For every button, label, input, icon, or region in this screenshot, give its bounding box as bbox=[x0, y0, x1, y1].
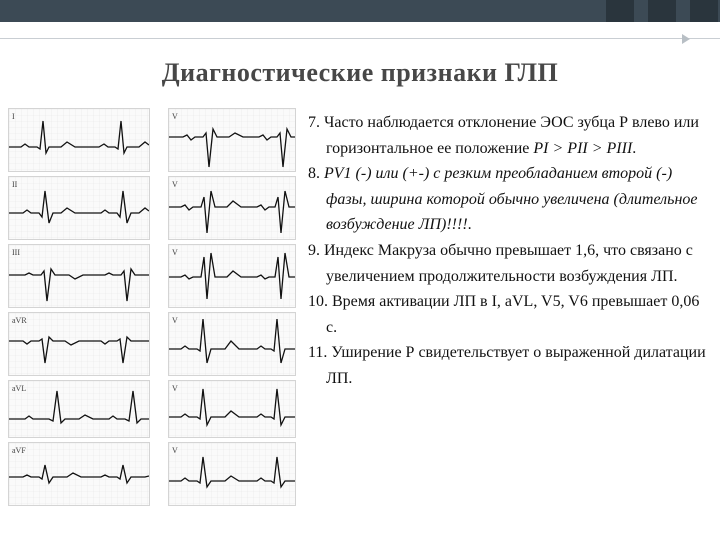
ecg-right-lead-3 bbox=[168, 244, 296, 308]
ecg-trace bbox=[169, 313, 295, 375]
lead-label: II bbox=[12, 180, 18, 189]
list-item bbox=[308, 289, 713, 340]
ecg-trace bbox=[169, 177, 295, 239]
list-item bbox=[308, 161, 713, 238]
top-bar-accent bbox=[690, 0, 718, 22]
ecg-left-lead-1 bbox=[8, 108, 150, 172]
ecg-trace bbox=[9, 313, 149, 375]
lead-label: V bbox=[172, 112, 178, 121]
lead-label: aVR bbox=[12, 316, 27, 325]
ecg-left-lead-3 bbox=[8, 244, 150, 308]
ecg-trace bbox=[169, 381, 295, 437]
ecg-right-lead-4 bbox=[168, 312, 296, 376]
list-item-text: . bbox=[467, 216, 472, 234]
list-item-text: . bbox=[632, 139, 637, 157]
ecg-left-lead-2 bbox=[8, 176, 150, 240]
header-rule bbox=[0, 38, 720, 39]
list-item-text: 11. Уширение Р свидетельствует о выраженной дилатации ЛП. bbox=[308, 344, 706, 387]
lead-label: aVF bbox=[12, 446, 26, 455]
ecg-trace bbox=[9, 109, 149, 171]
list-item-text: 10. Время активации ЛП в I, aVL, V5, V6 превышает 0,06 с. bbox=[308, 293, 700, 336]
ecg-trace bbox=[9, 443, 149, 505]
lead-label: V bbox=[172, 446, 178, 455]
lead-label: V bbox=[172, 248, 178, 257]
top-bar bbox=[0, 0, 720, 22]
ecg-left-lead-5 bbox=[8, 380, 150, 438]
ecg-right-lead-6 bbox=[168, 442, 296, 506]
lead-label: V bbox=[172, 384, 178, 393]
ecg-right-lead-1 bbox=[168, 108, 296, 172]
ecg-trace bbox=[9, 245, 149, 307]
list-item bbox=[308, 340, 713, 391]
ecg-trace bbox=[169, 443, 295, 505]
ecg-trace bbox=[9, 381, 149, 437]
list-item-text: 9. Индекс Макруза обычно превышает 1,6, что связано с увеличением продолжительности возбуждения ЛП. bbox=[308, 241, 693, 285]
list-item-text: 8. bbox=[308, 165, 324, 183]
lead-label: V bbox=[172, 180, 178, 189]
list-item bbox=[308, 238, 713, 289]
ecg-left-lead-6 bbox=[8, 442, 150, 506]
ecg-trace bbox=[169, 245, 295, 307]
list-item-emphasis: PI > PII > PIII bbox=[533, 139, 633, 157]
lead-label: III bbox=[12, 248, 20, 257]
ecg-right-lead-2 bbox=[168, 176, 296, 240]
lead-label: V bbox=[172, 316, 178, 325]
ecg-trace bbox=[9, 177, 149, 239]
list-item-text: 7. Часто наблюдается отклонение ЭОС зубца Р влево или горизонтальное ее положение bbox=[308, 114, 699, 157]
lead-label: aVL bbox=[12, 384, 27, 393]
criteria-list bbox=[308, 110, 713, 392]
ecg-left-lead-4 bbox=[8, 312, 150, 376]
slide-title: Диагностические признаки ГЛП bbox=[161, 58, 559, 87]
top-bar-accent bbox=[648, 0, 676, 22]
ecg-trace bbox=[169, 109, 295, 171]
lead-label: I bbox=[12, 112, 15, 121]
list-item bbox=[308, 110, 713, 161]
top-bar-accent bbox=[606, 0, 634, 22]
arrow-icon bbox=[682, 34, 690, 44]
ecg-right-lead-5 bbox=[168, 380, 296, 438]
list-item-emphasis: PV1 (-) или (+-) с резким преобладанием второй (-) фазы, ширина которой обычно увеличена (длительное возбуждение ЛП)!!!! bbox=[324, 165, 698, 234]
